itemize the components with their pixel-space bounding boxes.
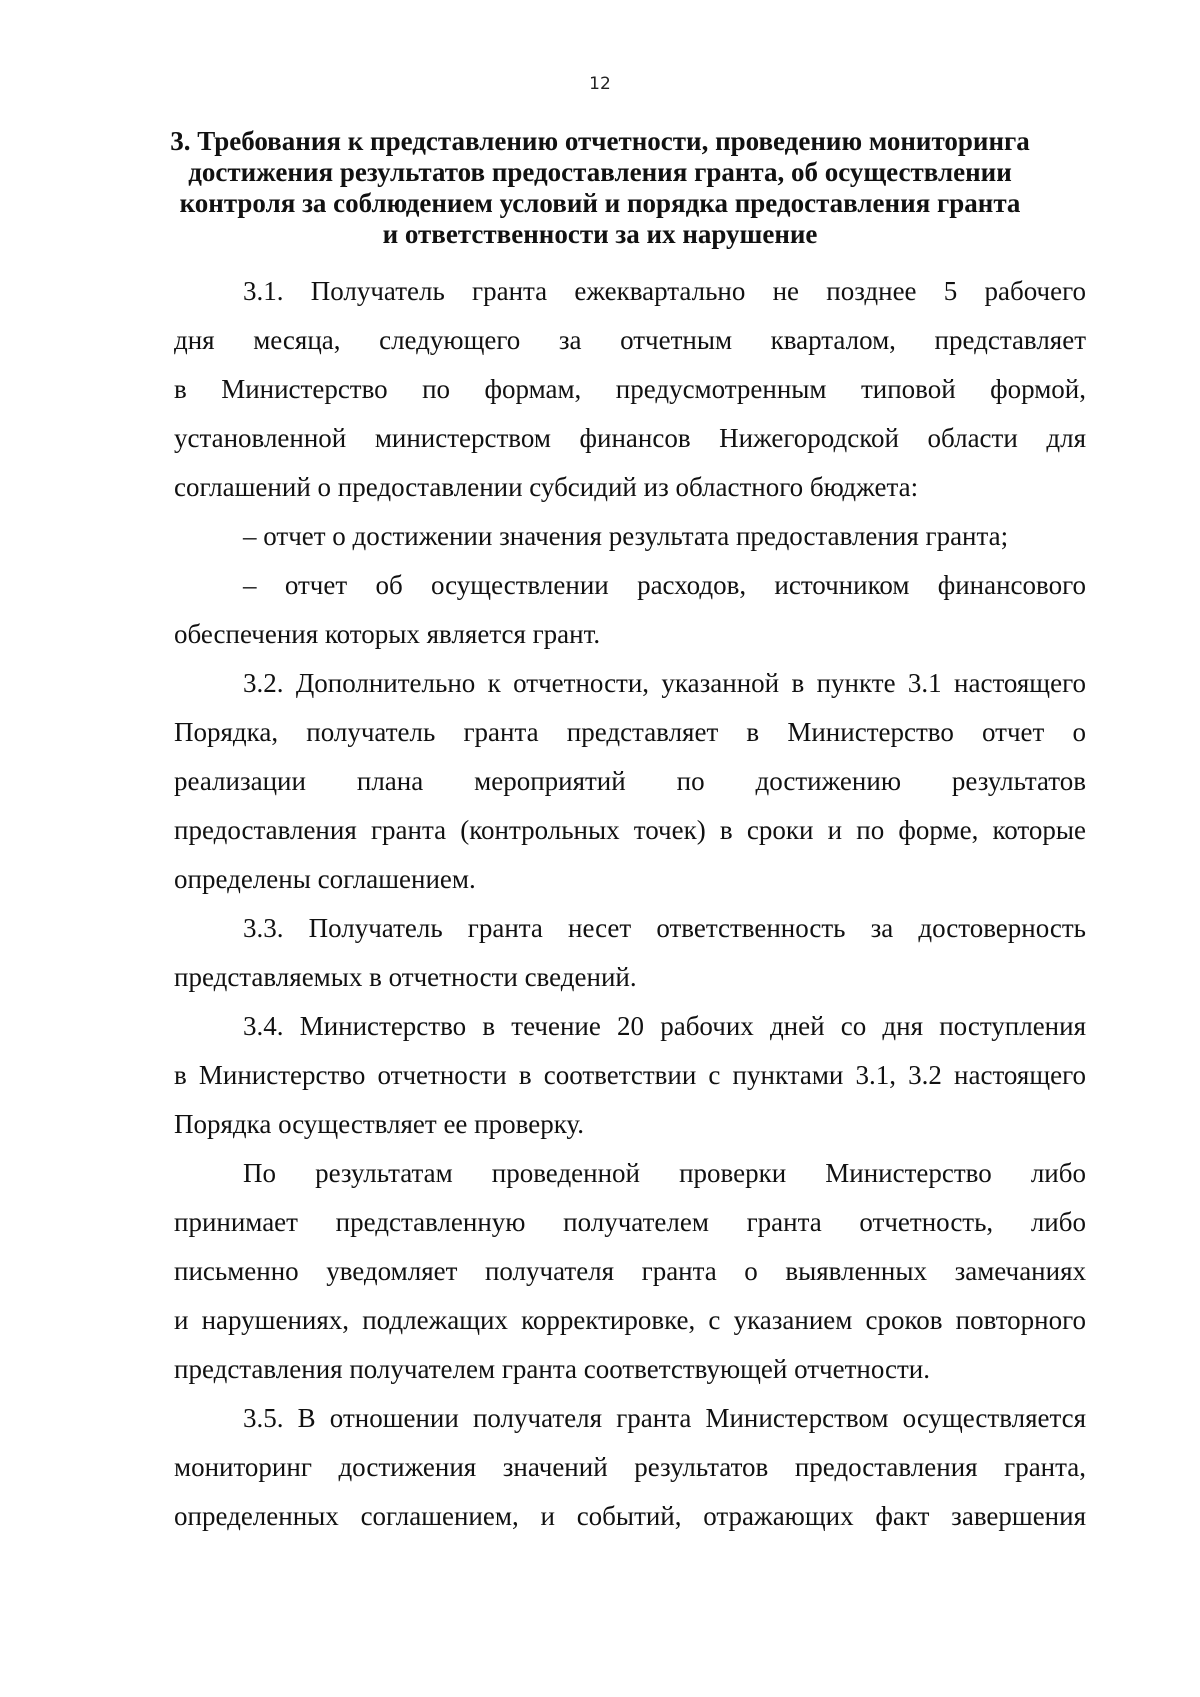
document-body [174, 267, 1086, 1541]
paragraph [174, 267, 1086, 512]
paragraph [174, 512, 1086, 561]
paragraph-line: 3.4. Министерство в течение 20 рабочих дней со дня поступления [243, 1011, 1086, 1041]
paragraph-line: принимает представленную получателем гранта отчетность, либо [174, 1207, 1086, 1237]
page-number: 12 [589, 74, 611, 94]
paragraph-line: представляемых в отчетности сведений. [174, 962, 637, 992]
paragraph-line: обеспечения которых является грант. [174, 619, 601, 649]
paragraph [174, 561, 1086, 659]
paragraph-line: дня месяца, следующего за отчетным кварталом, представляет [174, 325, 1086, 355]
section-heading [150, 126, 1050, 250]
paragraph-line: 3.2. Дополнительно к отчетности, указанной в пункте 3.1 настоящего [243, 668, 1086, 698]
paragraph [174, 1002, 1086, 1149]
paragraph-line: письменно уведомляет получателя гранта о выявленных замечаниях [174, 1256, 1086, 1286]
section-heading-line: достижения результатов предоставления гранта, об осуществлении [188, 157, 1012, 187]
paragraph-line: предоставления гранта (контрольных точек) в сроки и по форме, которые [174, 815, 1086, 845]
section-heading-line: 3. Требования к представлению отчетности, проведению мониторинга [170, 126, 1030, 156]
paragraph-line: 3.3. Получатель гранта несет ответственность за достоверность [243, 913, 1086, 943]
paragraph [174, 1394, 1086, 1541]
paragraph-line: По результатам проведенной проверки Министерство либо [243, 1158, 1086, 1188]
paragraph-line: Порядка, получатель гранта представляет в Министерство отчет о [174, 717, 1086, 747]
paragraph-line: соглашений о предоставлении субсидий из областного бюджета: [174, 472, 919, 502]
paragraph-line: определены соглашением. [174, 864, 476, 894]
paragraph-line: реализации плана мероприятий по достижению результатов [174, 766, 1086, 796]
paragraph [174, 1149, 1086, 1394]
paragraph-line: 3.1. Получатель гранта ежеквартально не позднее 5 рабочего [243, 276, 1086, 306]
paragraph-line: в Министерство отчетности в соответствии с пунктами 3.1, 3.2 настоящего [174, 1060, 1086, 1090]
paragraph-line: представления получателем гранта соответствующей отчетности. [174, 1354, 930, 1384]
paragraph [174, 904, 1086, 1002]
paragraph-line: в Министерство по формам, предусмотренным типовой формой, [174, 374, 1086, 404]
paragraph-line: – отчет об осуществлении расходов, источником финансового [243, 570, 1086, 600]
paragraph-line: 3.5. В отношении получателя гранта Министерством осуществляется [243, 1403, 1086, 1433]
section-heading-line: контроля за соблюдением условий и порядка предоставления гранта [179, 188, 1021, 218]
paragraph-line: мониторинг достижения значений результатов предоставления гранта, [174, 1452, 1086, 1482]
paragraph-line: установленной министерством финансов Нижегородской области для [174, 423, 1086, 453]
paragraph-line: определенных соглашением, и событий, отражающих факт завершения [174, 1501, 1086, 1531]
paragraph-line: – отчет о достижении значения результата предоставления гранта; [243, 521, 1009, 551]
paragraph [174, 659, 1086, 904]
paragraph-line: Порядка осуществляет ее проверку. [174, 1109, 584, 1139]
paragraph-line: и нарушениях, подлежащих корректировке, с указанием сроков повторного [174, 1305, 1086, 1335]
section-heading-line: и ответственности за их нарушение [382, 219, 818, 249]
